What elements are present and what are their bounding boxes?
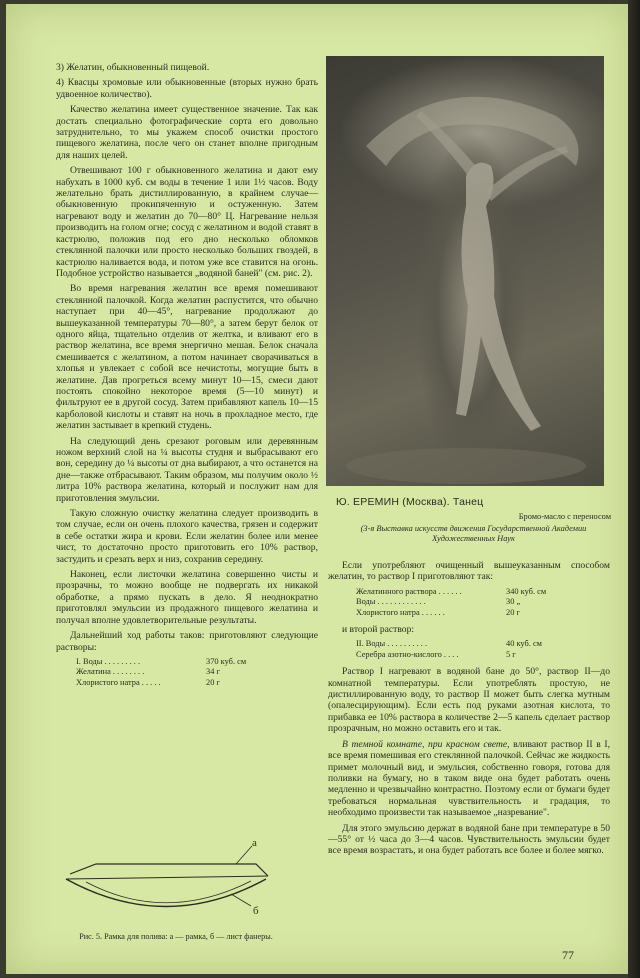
paragraph: Для этого эмульсию держат в водяной бане при температуре в 50—55° от ½ часа до 3—4 часов. Чувствительность эмульсии будет все время возрастать, и она будет работать все более и более мягко. xyxy=(328,822,610,857)
paragraph: Такую сложную очистку желатина следует производить в том случае, если он очень плохого качества, грязен и содержит в себе остатки жира и крови. Если желатин более или менее чист, то достаточно просто приготовить его 10% раствор, застудить и срезать верх и низ, сохранив середину. xyxy=(56,508,318,565)
page-number: 77 xyxy=(562,948,574,962)
recipe-row: Серебра азотно-кислого . . . . 5 г xyxy=(356,649,516,659)
paragraph: В темной комнате, при красном свете, вливают раствор II в I, все время помешивая его стеклянной палочкой. Сейчас же жидкость примет молочный вид, и эмульсия, собственно говоря, готова для поливки на бумагу, но в таком виде она будет работать очень медленно и чрезвычайно контрастно. Поэтому если от бумаги будет требоваться нормальная чувствительность и градация, то необходимо произвести так называемое „назревание". xyxy=(328,738,610,819)
paragraph: и второй раствор: xyxy=(342,624,415,636)
recipe-row: II. Воды . . . . . . . . . . 40 куб. см xyxy=(356,639,542,649)
paragraph: Если употребляют очищенный вышеуказанным способом желатин, то раствор I приготовляют так: xyxy=(328,560,610,583)
paragraph: На следующий день срезают роговым или деревянным ножом верхний слой на ¼ высоты студня и выбрасывают его вон, середину до ¼ высоты от дна выбирают, а что останется на дне—также отбрасывают. Таким образом, мы получим около ½ литра 10% раствора желатина, который и послужит нам для приготовления эмульсии. xyxy=(56,435,318,504)
paragraph: Отвешивают 100 г обыкновенного желатина и дают ему набухать в 1000 куб. см воды в течение 1 или 1½ часов. Воду желательно брать дистиллированную, в крайнем случае—обыкновенную прокипяченную и остуженную. Затем нагревают воду и желатин до 70—80° Ц. Нагревание нельзя производить на голом огне; сосуд с желатином и водой ставят в кастрюлю, положив под его дно несколько обломков стеклянной палочки или просто несколько больших гвоздей, в кастрюлю наливается вода, и потом уже все ставится на огонь. Подобное устройство называется „водяной баней" (см. рис. 2). xyxy=(56,165,318,279)
paragraph: Во время нагревания желатин все время помешивают стеклянной палочкой. Когда желатин распустится, что обычно наступает при 40—45°, нагревание продолжают до вышеуказанной температуры 70—80°, а затем берут белок от одного яйца, тщательно отделив от желтка, и вливают его в раствор желатина, все время энергично мешая. Белок сначала смешивается с желатином, а потом начинает сворачиваться в хлопья и увлекает с собой все нечистоты, могущие быть в желатине. Дав прогреться всему минут 10—15, смеси дают постоять спокойно некоторое время (5—10 минут) и фильтруют ее в другой сосуд. Затем прибавляют капель 10—15 карболовой кислоты и ставят на ночь в прохладное место, где желатин застывает в крепкий студень. xyxy=(56,283,318,432)
recipe-row: Хлористого натра . . . . . . 20 г xyxy=(356,607,520,617)
recipe-row: Воды . . . . . . . . . . . . 30 „ xyxy=(356,597,521,607)
pouring-frame-diagram xyxy=(56,834,276,924)
label-b: б xyxy=(253,905,259,917)
recipe-row: Желатинного раствора . . . . . . 340 куб. см xyxy=(356,586,547,596)
photo-caption-technique: Бромо-масло с переносом xyxy=(518,512,611,521)
emphasis-text: В темной комнате, при красном свете, xyxy=(342,738,510,750)
page-edge-shadow xyxy=(628,0,640,978)
recipe-row: I. Воды . . . . . . . . . 370 куб. см xyxy=(76,656,247,666)
page xyxy=(6,4,630,974)
recipe-solution-2 xyxy=(356,639,610,660)
photo-caption-exhibition: (3-я Выставка искусств движения Государственной Академии Художественных Наук xyxy=(360,524,587,543)
recipe-row: Желатина . . . . . . . . 34 г xyxy=(76,667,220,677)
dance-photograph xyxy=(326,56,604,486)
label-a: а xyxy=(252,837,257,849)
dancer-figure-image xyxy=(326,56,604,486)
recipe-solution-1-alt xyxy=(356,587,610,618)
paragraph: Наконец, если листочки желатина совершенно чисты и прозрачны, то можно вообще не подвергать их никакой обработке, а прямо пускать в дело. Я неоднократно приготовлял эмульсии из продажного пищевого желатина и получал вполне удовлетворительные результаты. xyxy=(56,569,318,626)
recipe-row: Хлористого натра . . . . . 20 г xyxy=(76,677,220,687)
right-column xyxy=(328,560,610,861)
list-item: 3) Желатин, обыкновенный пищевой. xyxy=(56,62,210,73)
paragraph: Качество желатина имеет существенное значение. Так как достать специально фотографические сорта его довольно затруднительно, то мы укажем способ очистки простого пищевого желатина, после чего он станет вполне пригодным для наших целей. xyxy=(56,104,318,161)
left-column xyxy=(56,62,318,692)
paragraph: Дальнейший ход работы таков: приготовляют следующие растворы: xyxy=(56,630,318,653)
photo-caption-title: Ю. ЕРЕМИН (Москва). Танец xyxy=(336,496,484,508)
recipe-solution-1 xyxy=(76,657,318,688)
paragraph: Раствор I нагревают в водяной бане до 50°, раствор II—до комнатной температуры. Если употреблять простую, не дистиллированную воду, то раствор II может быть слегка мутным (опалесцирующим). Если есть под руками азотная кислота, то прибавка ее 10% раствора в количестве 2—5 капель сделает раствор прозрачным, но можно оставить его и так. xyxy=(328,666,610,735)
figure-caption: Рис. 5. Рамка для полива: а — рамка, б — лист фанеры. xyxy=(79,932,273,941)
list-item: 4) Квасцы хромовые или обыкновенные (вторых нужно брать удвоенное количество). xyxy=(56,77,318,100)
